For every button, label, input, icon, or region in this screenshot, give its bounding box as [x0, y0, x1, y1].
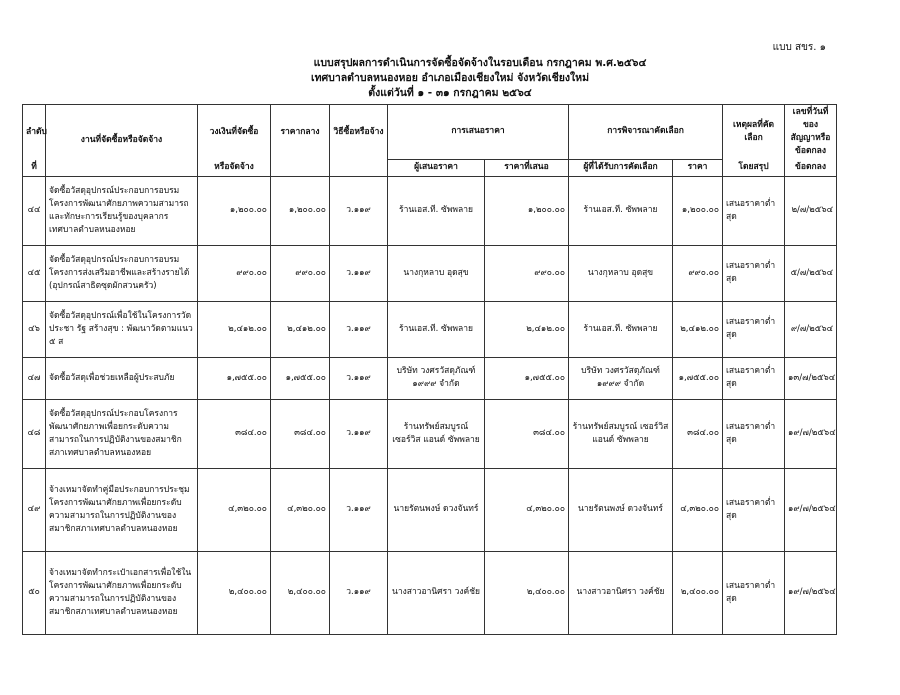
- cell-work: จัดซื้อวัสดุอุปกรณ์ประกอบโครงการพัฒนาศักยภาพเพื่อยกระดับความสามารถในการปฏิบัติงานของสมาชิกสภาเทศบาลตำบลหนองหอย: [46, 399, 198, 468]
- form-code: แบบ สขร. ๑: [772, 42, 826, 53]
- cell-median: ๒,๔๑๒.๐๐: [271, 301, 330, 357]
- header-contract-line-2: สัญญาหรือข้อตกลง: [790, 133, 831, 156]
- header-consider: การพิจารณาคัดเลือก: [569, 105, 723, 160]
- cell-no: ๔๘: [23, 399, 46, 468]
- cell-no: ๕๐: [23, 551, 46, 634]
- cell-contract: ๙/๗/๒๕๖๔: [785, 301, 837, 357]
- cell-offer-price: ๒,๔๑๒.๐๐: [485, 301, 569, 357]
- cell-budget: ๑,๒๐๐.๐๐: [198, 176, 271, 245]
- cell-offer-price: ๑,๗๕๕.๐๐: [485, 357, 569, 399]
- cell-winner: ร้านทรัพย์สมบูรณ์ เซอร์วิส แอนด์ ซัพพลาย: [569, 399, 673, 468]
- table-row: [23, 357, 837, 399]
- cell-work: จัดซื้อวัสดุเพื่อช่วยเหลือผู้ประสบภัย: [46, 357, 198, 399]
- cell-method: ว.๑๑๙: [330, 176, 388, 245]
- cell-price: ๑,๗๕๕.๐๐: [673, 357, 723, 399]
- header-no-2: ที่: [23, 159, 46, 176]
- header-offerer: ผู้เสนอราคา: [388, 159, 485, 176]
- cell-reason: เสนอราคาต่ำสุด: [723, 357, 785, 399]
- cell-reason: เสนอราคาต่ำสุด: [723, 301, 785, 357]
- cell-budget: ๑,๗๕๕.๐๐: [198, 357, 271, 399]
- cell-no: ๔๗: [23, 357, 46, 399]
- cell-contract: ๑๓/๗/๒๕๖๔: [785, 357, 837, 399]
- header-method-blank: [330, 159, 388, 176]
- cell-work: จัดซื้อวัสดุอุปกรณ์ประกอบการอบรมโครงการส่งเสริมอาชีพและสร้างรายได้ (อุปกรณ์สาธิตซุดผักสวนครัว): [46, 245, 198, 301]
- table-body: [23, 176, 837, 634]
- cell-offer-price: ๒,๔๐๐.๐๐: [485, 551, 569, 634]
- cell-winner: นายรัตนพงษ์ ดวงจันทร์: [569, 468, 673, 551]
- cell-offer-price: ๓๘๔.๐๐: [485, 399, 569, 468]
- cell-no: ๔๕: [23, 245, 46, 301]
- table-row: [23, 551, 837, 634]
- cell-offerer: ร้านทรัพย์สมบูรณ์ เซอร์วิส แอนด์ ซัพพลาย: [388, 399, 485, 468]
- header-budget-2: หรือจัดจ้าง: [198, 159, 271, 176]
- header-median-price: ราคากลาง: [271, 105, 330, 160]
- header-reason: เหตุผลที่คัดเลือก: [723, 105, 785, 160]
- cell-contract: ๑๙/๗/๒๕๖๔: [785, 399, 837, 468]
- title-line-1: แบบสรุปผลการดำเนินการจัดซื้อจัดจ้างในรอบเดือน กรกฎาคม พ.ศ.๒๕๖๔: [313, 57, 647, 69]
- cell-winner: นางกุหลาบ อุดสุข: [569, 245, 673, 301]
- cell-budget: ๒,๔๑๒.๐๐: [198, 301, 271, 357]
- header-median-blank: [271, 159, 330, 176]
- cell-median: ๑,๗๕๕.๐๐: [271, 357, 330, 399]
- cell-reason: เสนอราคาต่ำสุด: [723, 399, 785, 468]
- cell-reason: เสนอราคาต่ำสุด: [723, 176, 785, 245]
- cell-work: จัดซื้อวัสดุอุปกรณ์เพื่อใช้ในโครงการวัดประชา รัฐ สร้างสุข : พัฒนาวัดตามแนว ๕ ส: [46, 301, 198, 357]
- cell-price: ๙๙๐.๐๐: [673, 245, 723, 301]
- header-method: วิธีซื้อหรือจ้าง: [330, 105, 388, 160]
- cell-budget: ๙๙๐.๐๐: [198, 245, 271, 301]
- cell-price: ๔,๓๒๐.๐๐: [673, 468, 723, 551]
- cell-price: ๒,๔๐๐.๐๐: [673, 551, 723, 634]
- cell-offerer: นางกุหลาบ อุดสุข: [388, 245, 485, 301]
- cell-median: ๓๘๔.๐๐: [271, 399, 330, 468]
- table-header: [23, 105, 837, 177]
- header-contract-line-1: เลขที่วันที่ของ: [792, 107, 829, 130]
- title-line-3: ตั้งแต่วันที่ ๑ - ๓๑ กรกฎาคม ๒๕๖๔: [368, 87, 532, 99]
- cell-offer-price: ๑,๒๐๐.๐๐: [485, 176, 569, 245]
- cell-price: ๓๘๔.๐๐: [673, 399, 723, 468]
- cell-method: ว.๑๑๙: [330, 301, 388, 357]
- header-offer: การเสนอราคา: [388, 105, 569, 160]
- header-price: ราคา: [673, 159, 723, 176]
- cell-budget: ๔,๓๒๐.๐๐: [198, 468, 271, 551]
- cell-median: ๔,๓๒๐.๐๐: [271, 468, 330, 551]
- cell-offerer: นายรัตนพงษ์ ดวงจันทร์: [388, 468, 485, 551]
- cell-contract: ๕/๗/๒๕๖๔: [785, 245, 837, 301]
- table-row: [23, 245, 837, 301]
- cell-no: ๔๔: [23, 176, 46, 245]
- header-contract: [785, 105, 837, 160]
- cell-winner: ร้านเอส.ที. ซัพพลาย: [569, 301, 673, 357]
- table-row: [23, 399, 837, 468]
- header-no: ลำดับ: [23, 105, 46, 160]
- cell-reason: เสนอราคาต่ำสุด: [723, 468, 785, 551]
- cell-offerer: ร้านเอส.ที. ซัพพลาย: [388, 301, 485, 357]
- cell-winner: บริษัท วงศรวัสดุภัณฑ์ ๑๙๙๙ จำกัด: [569, 357, 673, 399]
- table-row: [23, 301, 837, 357]
- header-work: งานที่จัดซื้อหรือจัดจ้าง: [46, 105, 198, 177]
- cell-offer-price: ๔,๓๒๐.๐๐: [485, 468, 569, 551]
- cell-budget: ๒,๔๐๐.๐๐: [198, 551, 271, 634]
- header-reason-2: โดยสรุป: [723, 159, 785, 176]
- cell-winner: ร้านเอส.ที. ซัพพลาย: [569, 176, 673, 245]
- cell-no: ๔๖: [23, 301, 46, 357]
- cell-offerer: บริษัท วงศรวัสดุภัณฑ์ ๑๙๙๙ จำกัด: [388, 357, 485, 399]
- cell-method: ว.๑๑๙: [330, 399, 388, 468]
- cell-contract: ๑๙/๗/๒๕๖๔: [785, 551, 837, 634]
- cell-offerer: ร้านเอส.ที. ซัพพลาย: [388, 176, 485, 245]
- table-row: [23, 468, 837, 551]
- cell-contract: ๒/๗/๒๕๖๔: [785, 176, 837, 245]
- cell-method: ว.๑๑๙: [330, 468, 388, 551]
- cell-method: ว.๑๑๙: [330, 357, 388, 399]
- cell-winner: นางสาวอานิศรา วงค์ชัย: [569, 551, 673, 634]
- table-row: [23, 176, 837, 245]
- cell-work: จ้างเหมาจัดทำกระเป๋าเอกสารเพื่อใช้ในโครงการพัฒนาศักยภาพเพื่อยกระดับความสามารถในการปฏิบัติงานของสมาชิกสภาเทศบาลตำบลหนองหอย: [46, 551, 198, 634]
- cell-method: ว.๑๑๙: [330, 551, 388, 634]
- header-winner: ผู้ที่ได้รับการคัดเลือก: [569, 159, 673, 176]
- cell-method: ว.๑๑๙: [330, 245, 388, 301]
- cell-work: จ้างเหมาจัดทำคู่มือประกอบการประชุมโครงการพัฒนาศักยภาพเพื่อยกระดับความสามารถในการปฏิบัติงานของสมาชิกสภาเทศบาลตำบลหนองหอย: [46, 468, 198, 551]
- cell-median: ๒,๔๐๐.๐๐: [271, 551, 330, 634]
- cell-contract: ๑๙/๗/๒๕๖๔: [785, 468, 837, 551]
- cell-work: จัดซื้อวัสดุอุปกรณ์ประกอบการอบรมโครงการพัฒนาศักยภาพความสามารถและทักษะการเรียนรู้ของบุคลากรเทศบาลตำบลหนองหอย: [46, 176, 198, 245]
- cell-reason: เสนอราคาต่ำสุด: [723, 551, 785, 634]
- cell-budget: ๓๘๔.๐๐: [198, 399, 271, 468]
- cell-median: ๙๙๐.๐๐: [271, 245, 330, 301]
- header-offer-price: ราคาที่เสนอ: [485, 159, 569, 176]
- header-contract-3: ข้อตกลง: [785, 159, 837, 176]
- procurement-table: [22, 104, 837, 635]
- report-title: [0, 56, 900, 101]
- cell-median: ๑,๒๐๐.๐๐: [271, 176, 330, 245]
- header-budget: วงเงินที่จัดซื้อ: [198, 105, 271, 160]
- cell-offerer: นางสาวอานิศรา วงค์ชัย: [388, 551, 485, 634]
- cell-price: ๒,๔๑๒.๐๐: [673, 301, 723, 357]
- title-line-2: เทศบาลตำบลหนองหอย อำเภอเมืองเชียงใหม่ จังหวัดเชียงใหม่: [310, 72, 589, 84]
- cell-offer-price: ๙๙๐.๐๐: [485, 245, 569, 301]
- cell-no: ๔๙: [23, 468, 46, 551]
- cell-reason: เสนอราคาต่ำสุด: [723, 245, 785, 301]
- cell-price: ๑,๒๐๐.๐๐: [673, 176, 723, 245]
